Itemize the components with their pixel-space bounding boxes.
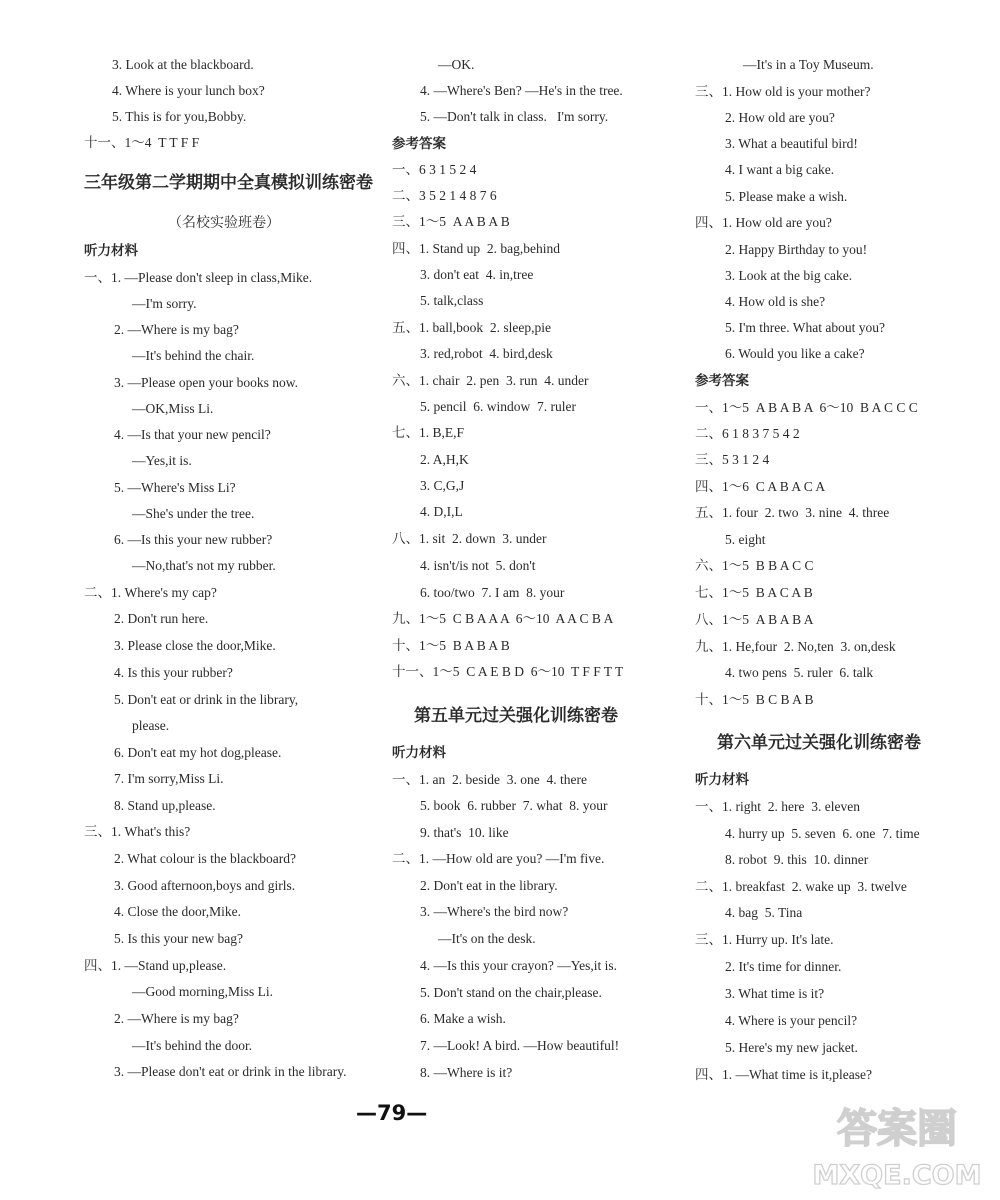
- section-heading: 参考答案: [695, 373, 749, 389]
- watermark-top: 答案圈: [837, 1106, 957, 1152]
- text-line: 4. —Is this your crayon? —Yes,it is.: [420, 958, 617, 973]
- text-line: 一、6 3 1 5 2 4: [392, 162, 477, 177]
- text-line: 5. Please make a wish.: [725, 189, 848, 204]
- text-line: 一、1. right 2. here 3. eleven: [695, 799, 860, 814]
- text-line: 7. I'm sorry,Miss Li.: [114, 771, 224, 786]
- text-line: —No,that's not my rubber.: [132, 558, 276, 573]
- watermark-bottom: MXQE.COM: [812, 1160, 982, 1191]
- text-line: 5. talk,class: [420, 293, 484, 308]
- text-line: 3. Good afternoon,boys and girls.: [114, 878, 296, 893]
- text-line: —It's in a Toy Museum.: [743, 57, 874, 72]
- text-line: 3. don't eat 4. in,tree: [420, 267, 534, 282]
- text-line: 4. How old is she?: [725, 294, 826, 309]
- text-line: 三、1. What's this?: [84, 824, 191, 839]
- section-title: 第六单元过关强化训练密卷: [717, 733, 921, 753]
- text-line: —Good morning,Miss Li.: [132, 984, 274, 999]
- text-line: 4. isn't/is not 5. don't: [420, 558, 536, 573]
- text-line: 4. bag 5. Tina: [725, 905, 803, 920]
- text-line: 3. Please close the door,Mike.: [114, 638, 276, 653]
- text-line: 5. I'm three. What about you?: [725, 320, 886, 335]
- text-line: —OK.: [438, 57, 475, 72]
- text-line: please.: [132, 718, 170, 733]
- text-line: 2. Don't run here.: [114, 611, 209, 626]
- text-line: 2. Happy Birthday to you!: [725, 242, 868, 257]
- text-line: 二、1. Where's my cap?: [84, 585, 217, 600]
- text-line: —She's under the tree.: [132, 506, 255, 521]
- text-line: 三、1～5 A A B A B: [392, 214, 510, 229]
- text-line: 5. eight: [725, 532, 766, 547]
- text-line: 2. It's time for dinner.: [725, 959, 842, 974]
- text-line: 2. Don't eat in the library.: [420, 878, 558, 893]
- text-line: 8. Stand up,please.: [114, 798, 216, 813]
- watermark-logo: [802, 1094, 992, 1194]
- text-line: 四、1～6 C A B A C A: [695, 479, 826, 494]
- text-line: 4. hurry up 5. seven 6. one 7. time: [725, 826, 920, 841]
- page-number: —79—: [356, 1101, 428, 1125]
- text-line: 2. What colour is the blackboard?: [114, 851, 296, 866]
- text-line: 一、1～5 A B A B A 6～10 B A C C C: [695, 400, 918, 415]
- text-line: 2. A,H,K: [420, 452, 469, 467]
- text-line: 十一、1～5 C A E B D 6～10 T F F T T: [392, 664, 624, 679]
- text-line: 5. Here's my new jacket.: [725, 1040, 858, 1055]
- text-line: 4. two pens 5. ruler 6. talk: [725, 665, 874, 680]
- text-line: 五、1. four 2. two 3. nine 4. three: [695, 505, 890, 520]
- text-line: 4. —Is that your new pencil?: [114, 427, 271, 442]
- text-line: 4. Where is your lunch box?: [112, 83, 265, 98]
- text-line: 5. book 6. rubber 7. what 8. your: [420, 798, 608, 813]
- text-line: 7. —Look! A bird. —How beautiful!: [420, 1038, 620, 1053]
- text-line: 4. Is this your rubber?: [114, 665, 233, 680]
- text-line: 二、6 1 8 3 7 5 4 2: [695, 426, 800, 441]
- text-line: 六、1～5 B B A C C: [695, 558, 814, 573]
- text-line: 3. C,G,J: [420, 478, 465, 493]
- text-line: 十、1～5 B C B A B: [695, 692, 814, 707]
- text-line: —I'm sorry.: [132, 296, 197, 311]
- text-line: 3. red,robot 4. bird,desk: [420, 346, 553, 361]
- text-line: 十、1～5 B A B A B: [392, 638, 510, 653]
- text-line: 十一、1～4 T T F F: [84, 135, 200, 150]
- text-line: 4. I want a big cake.: [725, 162, 835, 177]
- text-line: 二、3 5 2 1 4 8 7 6: [392, 188, 497, 203]
- text-line: 6. —Is this your new rubber?: [114, 532, 273, 547]
- text-line: 三、1. How old is your mother?: [695, 84, 871, 99]
- section-heading: 听力材料: [695, 772, 749, 788]
- text-line: （名校实验班卷）: [168, 215, 280, 231]
- text-line: 3. —Where's the bird now?: [420, 904, 569, 919]
- text-line: 九、1～5 C B A A A 6～10 A A C B A: [392, 611, 614, 626]
- text-line: 4. —Where's Ben? —He's in the tree.: [420, 83, 623, 98]
- text-line: 2. How old are you?: [725, 110, 835, 125]
- text-line: 七、1. B,E,F: [392, 425, 465, 440]
- text-line: 五、1. ball,book 2. sleep,pie: [392, 320, 551, 335]
- text-line: 一、1. an 2. beside 3. one 4. there: [392, 772, 587, 787]
- text-line: 二、1. breakfast 2. wake up 3. twelve: [695, 879, 907, 894]
- text-line: —It's behind the door.: [132, 1038, 253, 1053]
- text-line: 5. pencil 6. window 7. ruler: [420, 399, 576, 414]
- text-line: 2. —Where is my bag?: [114, 1011, 239, 1026]
- text-line: 4. Where is your pencil?: [725, 1013, 858, 1028]
- text-line: 三、1. Hurry up. It's late.: [695, 932, 834, 947]
- text-line: 一、1. —Please don't sleep in class,Mike.: [84, 270, 313, 285]
- text-line: 四、1. Stand up 2. bag,behind: [392, 241, 560, 256]
- text-line: 3. What a beautiful bird!: [725, 136, 858, 151]
- text-line: 四、1. How old are you?: [695, 215, 832, 230]
- text-line: 六、1. chair 2. pen 3. run 4. under: [392, 373, 589, 388]
- text-line: 6. Don't eat my hot dog,please.: [114, 745, 282, 760]
- text-line: 三、5 3 1 2 4: [695, 452, 770, 467]
- text-line: 九、1. He,four 2. No,ten 3. on,desk: [695, 639, 896, 654]
- section-heading: 听力材料: [84, 243, 138, 259]
- text-line: 8. —Where is it?: [420, 1065, 513, 1080]
- text-line: 3. Look at the big cake.: [725, 268, 853, 283]
- text-line: 4. D,I,L: [420, 504, 463, 519]
- text-line: 5. Don't eat or drink in the library,: [114, 692, 299, 707]
- text-line: 5. Don't stand on the chair,please.: [420, 985, 602, 1000]
- text-line: —It's behind the chair.: [132, 348, 255, 363]
- text-line: 3. Look at the blackboard.: [112, 57, 254, 72]
- section-title: 三年级第二学期期中全真模拟训练密卷: [84, 173, 373, 193]
- text-line: —Yes,it is.: [132, 453, 192, 468]
- text-line: 8. robot 9. this 10. dinner: [725, 852, 869, 867]
- text-line: 5. This is for you,Bobby.: [112, 109, 247, 124]
- text-line: 四、1. —Stand up,please.: [84, 958, 227, 973]
- text-line: 4. Close the door,Mike.: [114, 904, 241, 919]
- text-line: 6. Make a wish.: [420, 1011, 506, 1026]
- text-line: 5. —Don't talk in class. I'm sorry.: [420, 109, 609, 124]
- text-line: —It's on the desk.: [438, 931, 536, 946]
- section-heading: 参考答案: [392, 136, 446, 152]
- text-line: 二、1. —How old are you? —I'm five.: [392, 851, 605, 866]
- text-line: 3. What time is it?: [725, 986, 825, 1001]
- text-line: 2. —Where is my bag?: [114, 322, 239, 337]
- text-line: 八、1. sit 2. down 3. under: [392, 531, 547, 546]
- text-line: —OK,Miss Li.: [132, 401, 214, 416]
- text-line: 四、1. —What time is it,please?: [695, 1067, 872, 1082]
- text-line: 3. —Please open your books now.: [114, 375, 298, 390]
- text-line: 9. that's 10. like: [420, 825, 509, 840]
- text-line: 5. —Where's Miss Li?: [114, 480, 236, 495]
- text-line: 5. Is this your new bag?: [114, 931, 243, 946]
- text-line: 6. Would you like a cake?: [725, 346, 865, 361]
- section-title: 第五单元过关强化训练密卷: [414, 706, 618, 726]
- section-heading: 听力材料: [392, 745, 446, 761]
- text-line: 3. —Please don't eat or drink in the library.: [114, 1064, 347, 1079]
- text-line: 七、1～5 B A C A B: [695, 585, 813, 600]
- text-line: 6. too/two 7. I am 8. your: [420, 585, 565, 600]
- text-line: 八、1～5 A B A B A: [695, 612, 814, 627]
